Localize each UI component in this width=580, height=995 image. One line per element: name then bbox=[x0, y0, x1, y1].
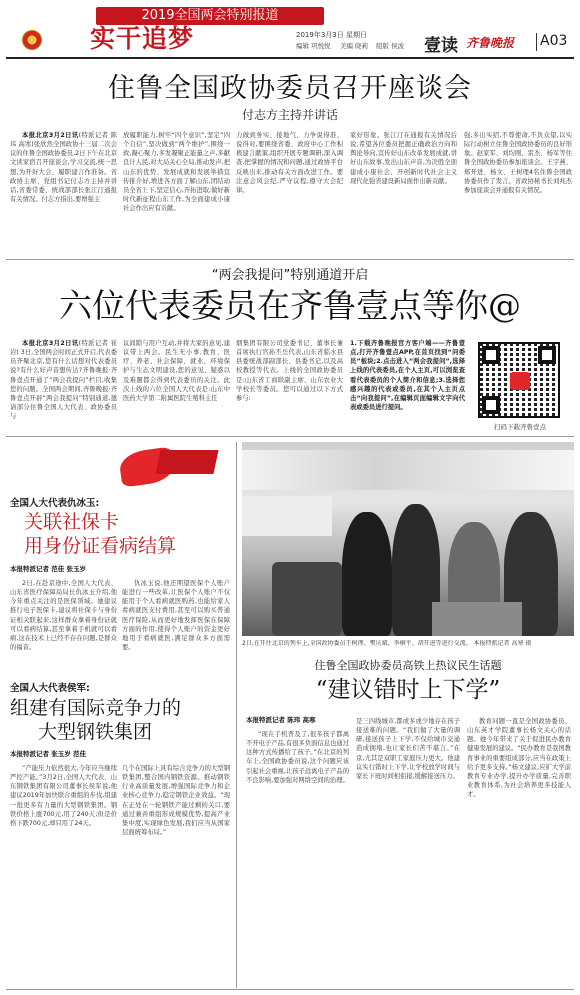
person-image bbox=[342, 512, 392, 636]
masthead-divider bbox=[536, 33, 537, 51]
banner-text: 2019全国两会特别报道 bbox=[141, 8, 279, 23]
masthead bbox=[0, 0, 580, 58]
sidebar-divider bbox=[236, 442, 237, 988]
story4-headline-1: 组建有国际竞争力的 bbox=[10, 697, 182, 719]
design-credit: 美编 晓莉 bbox=[340, 42, 369, 50]
story1-body-2: 放履职能力,树牢“四个意识”,坚定“四个自信”,坚决做到“两个维护”,围绕一致,凝心聚力,多发凝聚正能量之声,多献良计人民,对大局关心全局,推动发声,把山东的优势、发展成就和发展举措宣传推介好,增进各方面了解山东,团结动员全省上下,坚定信心,开拓进取,做好新时代新征程山东工作,为全面建成小康社会作出应有贡献。 bbox=[123, 132, 230, 213]
qr-corner-icon bbox=[482, 346, 500, 364]
story3-byline: 本报特派记者 范佳 张玉岁 bbox=[10, 565, 87, 573]
story1-body-4: 家好形象。张江汀在通报有关情况后说,希望各位委员把握正确政治方向和舆论导向,宣传好山东改革发展成就,讲好山东故事,发出山东声音,为决胜全面建成小康社会、开创新时代社会主义现代化强省建设新局面作出新贡献。 bbox=[350, 132, 457, 185]
story1-body-5: 强,多出实招,不尊使命,不负众望,以实际行动树立住鲁全国政协委员的良好形象。赵家军、刘均刚、雷杰、杨军等住鲁全国政协委员参加座谈会。王宇燕、郑开进、杨文、王树理4名住鲁全国政协委员作了发言。省政协秘书长刘兆杰参加座谈会并通报有关情况。 bbox=[464, 132, 572, 194]
story5-body-1: “现在手机普及了,很多孩子都离不开电子产品,有很多负面信息也通过这种方式传播给了孩子。”在北京的列车上,全国政协委员说,这个问题应该引起社会重视,让孩子远离电子产品的不良影响,要加强对网络空间的治理。 bbox=[246, 731, 349, 784]
story5-kicker: 住鲁全国政协委员高铁上热议民生话题 bbox=[314, 659, 502, 672]
story4-label: 全国人大代表侯军: bbox=[10, 683, 90, 694]
story2-body-1: (特派记者 崔岩) 3日,全国两会时间正式开启,代表委员齐聚北京,您有什么话想对代表委员说?有什么好声音想传达?齐鲁晚报·齐鲁壹点开通了“两会我提问”栏目,收集您的问题。全国两会期间,齐鲁晚报·齐鲁壹点开辟“两会我提问”特别通道,邀请部分住鲁全国人大代表、政协委员与 bbox=[10, 340, 117, 421]
story1-headline: 住鲁全国政协委员召开座谈会 bbox=[108, 73, 472, 104]
story2-body-4: 1.下载齐鲁晚报官方客户端——齐鲁壹点,打开齐鲁壹点APP,在首页找到“问委员”板块;2.点击进入“两会我提问”,选择上线的代表委员,在个人主页,可以浏览查看代表委员的个人简介和信息;3.选择您感兴趣的代表或委员,在其个人主页点击“向我提问”,在编辑页面编辑文字向代表或委员进行提问。 bbox=[350, 340, 465, 412]
page-bottom-rule bbox=[6, 989, 574, 990]
story1-subhead: 付志方主持并讲话 bbox=[241, 108, 338, 122]
train-photo bbox=[242, 442, 574, 636]
masthead-rule bbox=[6, 57, 574, 59]
story5-byline: 本报特派记者 陈玮 高寒 bbox=[246, 716, 316, 724]
story2-headline: 六位代表委员在齐鲁壹点等你@ bbox=[59, 286, 521, 325]
qr-caption: 扫码下载齐鲁壹点 bbox=[494, 423, 546, 431]
story1-columns bbox=[10, 131, 572, 253]
story4-body-2: 几个在国际上具有综合竞争力的大型钢铁集团,整合国内钢铁资源。推动钢铁行业高质量发展,增强国际竞争力和企业核心竞争力,稳定钢铁企业效益。“现在正处在一轮钢铁产能过剩的关口,要通过兼并重组形成规模优势,提高产业集中度,实现绿色发展,我们应当从国家层面统筹布局。” bbox=[122, 765, 230, 837]
photo-caption: 2日,在开往北京的列车上,全国政协委员王树理、樊庆斌、李桐平、胡开进等进行交流。 本报特派记者 高寒 摄 bbox=[242, 640, 532, 647]
story1-col1 bbox=[10, 131, 117, 253]
qr-code[interactable] bbox=[478, 342, 560, 418]
seat-image bbox=[272, 562, 342, 636]
window-image bbox=[242, 450, 574, 490]
story1-body-3: 力做到务实、接地气、力争说得准、说得对,要围绕省委、政府中心工作积极建言献策,组织开展专题调研,深入调查,把掌握的情况和问题,通过政协平台反映出来,推动有关方面改进工作。要注意会风会纪,严守议程,遵守大会纪律。 bbox=[236, 132, 343, 194]
story5-headline: “建议错时上下学” bbox=[315, 677, 501, 703]
table-image bbox=[432, 602, 522, 636]
app-logo-icon bbox=[510, 372, 530, 390]
qilu-wind-logo bbox=[120, 442, 220, 490]
story1-bottom-rule bbox=[6, 259, 574, 260]
masthead-title: 实干追梦 bbox=[90, 24, 195, 53]
story2-body-2: 议间隙与用户互动,并将大家的意见,建议带上两会。民生无小事,教育、医疗、养老、社会保障、就业、环境保护与生态文明建设,您的意见、疑惑以及难题都会得到代表委员的关注。此次上线的六位全国人大代表是:山东中医药大学第二附属医院生殖科主任 bbox=[123, 340, 230, 402]
page-number: A03 bbox=[540, 33, 568, 49]
story1-body-1: (特派记者 陈玮 高寒)张欣然全国政协十三届二次会议的住鲁全国政协委员,2日下午在北京文读家宿召开座谈会,学习交流,统一思想,为开好大会、履职建言作准备。省政协主席、党组书记付志方主持并讲话,省委常委、统战部部长张江汀通报有关情况。付志方指出,要增强主 bbox=[10, 132, 117, 204]
story3-headline-2: 用身份证看病结算 bbox=[24, 535, 177, 557]
qr-corner-icon bbox=[482, 396, 500, 414]
brand-logo: 齐鲁晚报 bbox=[466, 36, 515, 50]
editor-credit: 编辑 巩悦悦 bbox=[296, 42, 331, 50]
story4-body-1: “产能压力依然很大,今年应当继续严控产能。”3月2日,全国人大代表、山东钢铁集团有限公司董事长侯军说,他建议2019年加快联合重组的步伐,组建一批更多有力量的大型钢铁集团。钢铁价格上涨700元,用了240天;但是价格下跌700元,却只用了24天。 bbox=[10, 765, 117, 827]
story5-body-3: 教育问题一直是全国政协委员、山东英才学院董事长杨文关心的话题。她今年带来了关于促进民办教育健康发展的建议。“民办教育是我国教育事业的重要组成部分,应当在政策上给予更多支持。”杨文建议,应扩大学前教育专业办学,提升办学质量,完善职业教育体系,为社会培养更多技能人才。 bbox=[467, 718, 571, 799]
story4-headline-2: 大型钢铁集团 bbox=[38, 721, 153, 743]
issue-date: 2019年3月3日 星期日 bbox=[296, 31, 367, 39]
story2-dateline: 本报北京3月2日讯 bbox=[22, 340, 79, 347]
section-name: 壹读 bbox=[424, 36, 458, 56]
qr-corner-icon bbox=[538, 346, 556, 364]
story1-dateline: 本报北京3月2日讯 bbox=[22, 132, 79, 139]
story3-headline-1: 关联社保卡 bbox=[24, 511, 120, 533]
proof-credit: 组版 侯波 bbox=[376, 42, 405, 50]
story3-body-2: 仇冰玉说,他还期望医保个人账户能进行一些改革,让医保个人账户不仅能用于个人看病就医购药,也能给家人看病就医支付费用,甚至可以购买普通医疗保险,从而更好地发挥医保在保障方面的作用,使得个人账户的资金更好地用于看病就医,满足群众多方面需要。 bbox=[122, 580, 230, 652]
logo-wordmark-icon bbox=[155, 450, 218, 474]
story2-body-3: 烟集团有限公司党委书记、董事长兼首席执行官孙丕岳代表,山东省临水县县委统战部副部长、县委书记,以及高校教授等代表。上线的全国政协委员是:山东省工商联副主席、山东农业大学校长等委员。您可以通过以下方式参与: bbox=[236, 340, 343, 402]
story3-label: 全国人大代表仇冰玉: bbox=[10, 498, 100, 509]
story5-body-2: 是三四线城市,都或多或少地存在孩子接送难的问题。“我们做了大量的调研,接送孩子上下学,不仅给城市交通造成拥堵,也让家长们苦不堪言。”在京,尤其是双职工家庭压力更大。他建议实行错时上下学,让学校放学时间与家长下班时间相衔接,缓解接送压力。 bbox=[356, 718, 460, 780]
window-image bbox=[242, 496, 332, 536]
story2-bottom-rule bbox=[6, 436, 574, 437]
story4-byline: 本报特派记者 张玉岁 范佳 bbox=[10, 750, 87, 758]
story3-body-1: 2日,在赴京途中,全国人大代表、山东省医疗保障局局长仇冰玉介绍,他今年重点关注的是医保领域。她建议推行电子医保卡,建议将社保卡与身份证相关联起来,这样群众拿着身份证就可以看病结算,甚至拿着手机就可以看病,这在技术上已经不存在问题,是群众的福音。 bbox=[10, 580, 117, 652]
story2-kicker: “两会我提问”特别通道开启 bbox=[211, 268, 369, 283]
emblem-icon bbox=[22, 30, 42, 50]
